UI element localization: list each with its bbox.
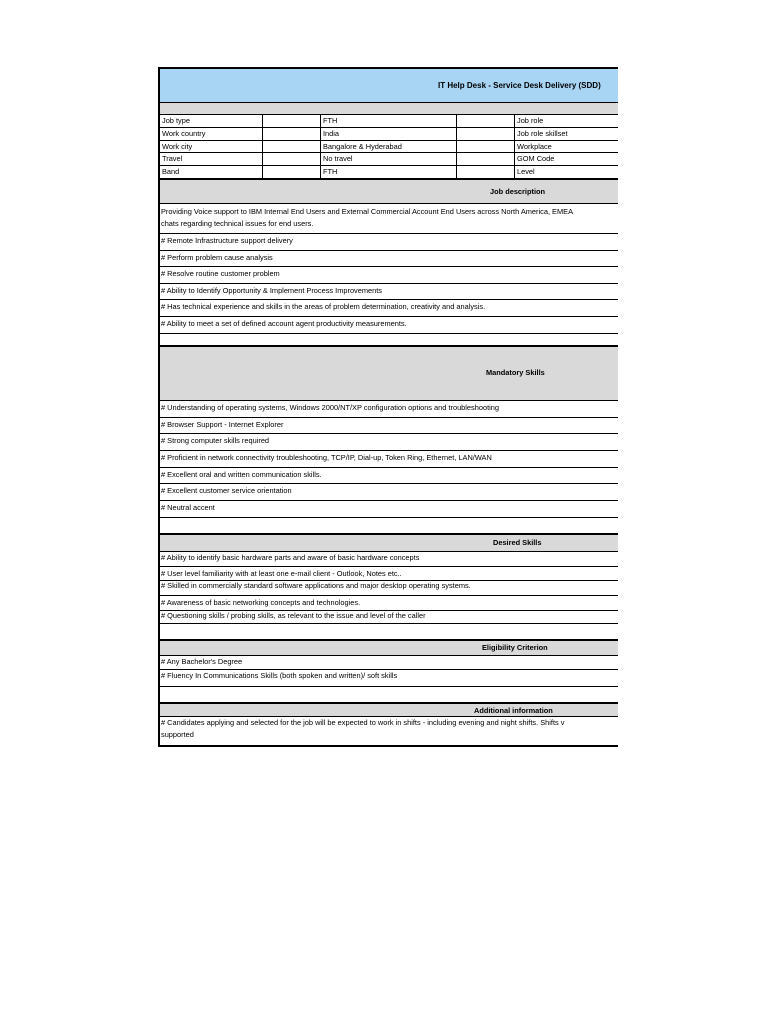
list-item: # Awareness of basic networking concepts and technologies. — [160, 596, 618, 611]
title-gap-band — [160, 103, 618, 115]
empty-row — [160, 687, 618, 703]
job-details-grid — [160, 115, 618, 179]
grid-label: Work city — [162, 141, 193, 151]
section-header-additional-info — [160, 703, 618, 717]
list-item: # Strong computer skills required — [160, 434, 618, 451]
grid-label2: Level — [517, 167, 535, 177]
list-item: # Ability to meet a set of defined account agent productivity measurements. — [160, 317, 618, 334]
section-title: Job description — [490, 187, 546, 196]
additional-line: # Candidates applying and selected for the job will be expected to work in shifts - including evening and night shifts. Shifts v — [161, 718, 565, 727]
list-item: # Browser Support - Internet Explorer — [160, 418, 618, 434]
grid-row — [160, 115, 618, 128]
grid-value: Bangalore & Hyderabad — [323, 141, 402, 151]
section-title: Additional information — [474, 706, 553, 715]
grid-label2: GOM Code — [517, 154, 555, 164]
grid-value: FTH — [323, 116, 338, 125]
grid-row — [160, 128, 618, 141]
list-item: # Neutral accent — [160, 501, 618, 518]
list-item: # User level familiarity with at least one e-mail client - Outlook, Notes etc.. — [160, 567, 618, 581]
empty-row — [160, 334, 618, 346]
list-item: # Understanding of operating systems, Windows 2000/NT/XP configuration options and troubleshooting — [160, 401, 618, 418]
section-title: Desired Skills — [493, 538, 542, 547]
list-item: # Proficient in network connectivity troubleshooting, TCP/IP, Dial-up, Token Ring, Ethernet, LAN/WAN — [160, 451, 618, 468]
grid-divider — [514, 115, 515, 179]
grid-label2: Job role — [517, 116, 544, 125]
section-header-desired-skills — [160, 534, 618, 552]
list-item: # Skilled in commercially standard software applications and major desktop operating systems. — [160, 581, 618, 596]
section-title: Mandatory Skills — [486, 368, 545, 377]
empty-row — [160, 624, 618, 640]
additional-info-text — [160, 717, 618, 747]
job-spec-sheet — [158, 67, 618, 747]
list-item: # Remote Infrastructure support delivery — [160, 234, 618, 251]
grid-label2: Workplace — [517, 141, 552, 151]
grid-label2: Job role skillset — [517, 128, 568, 138]
list-item: # Resolve routine customer problem — [160, 267, 618, 284]
list-item: # Ability to Identify Opportunity & Implement Process Improvements — [160, 284, 618, 300]
list-item: # Has technical experience and skills in the areas of problem determination, creativity and analysis. — [160, 300, 618, 317]
section-header-job-description — [160, 179, 618, 204]
additional-line: supported — [161, 730, 194, 739]
section-header-eligibility — [160, 640, 618, 656]
grid-label: Travel — [162, 154, 183, 164]
sheet-title-text: IT Help Desk - Service Desk Delivery (SDD) — [438, 81, 601, 90]
grid-label: Band — [162, 167, 180, 177]
grid-value: FTH — [323, 167, 338, 177]
grid-row — [160, 166, 618, 179]
grid-value: No travel — [323, 154, 353, 164]
grid-row — [160, 153, 618, 166]
section-title: Eligibility Criterion — [482, 643, 548, 652]
job-description-intro — [160, 204, 618, 234]
section-header-mandatory-skills — [160, 346, 618, 401]
sheet-title — [160, 69, 618, 103]
grid-divider — [456, 115, 457, 179]
list-item: # Perform problem cause analysis — [160, 251, 618, 267]
intro-line: Providing Voice support to IBM Internal End Users and External Commercial Account End Users across North America, EMEA — [161, 207, 573, 216]
list-item: # Excellent oral and written communication skills. — [160, 468, 618, 484]
grid-divider — [262, 115, 263, 179]
grid-divider — [320, 115, 321, 179]
list-item: # Excellent customer service orientation — [160, 484, 618, 501]
grid-label: Work country — [162, 128, 206, 138]
list-item: # Questioning skills / probing skills, as relevant to the issue and level of the caller — [160, 611, 618, 624]
intro-line: chats regarding technical issues for end users. — [161, 219, 314, 228]
list-item: # Fluency In Communications Skills (both spoken and written)/ soft skills — [160, 670, 618, 687]
grid-row — [160, 141, 618, 154]
empty-row — [160, 518, 618, 534]
list-item: # Ability to identify basic hardware parts and aware of basic hardware concepts — [160, 552, 618, 567]
list-item: # Any Bachelor's Degree — [160, 656, 618, 670]
grid-value: India — [323, 128, 340, 138]
grid-label: Job type — [162, 116, 190, 125]
